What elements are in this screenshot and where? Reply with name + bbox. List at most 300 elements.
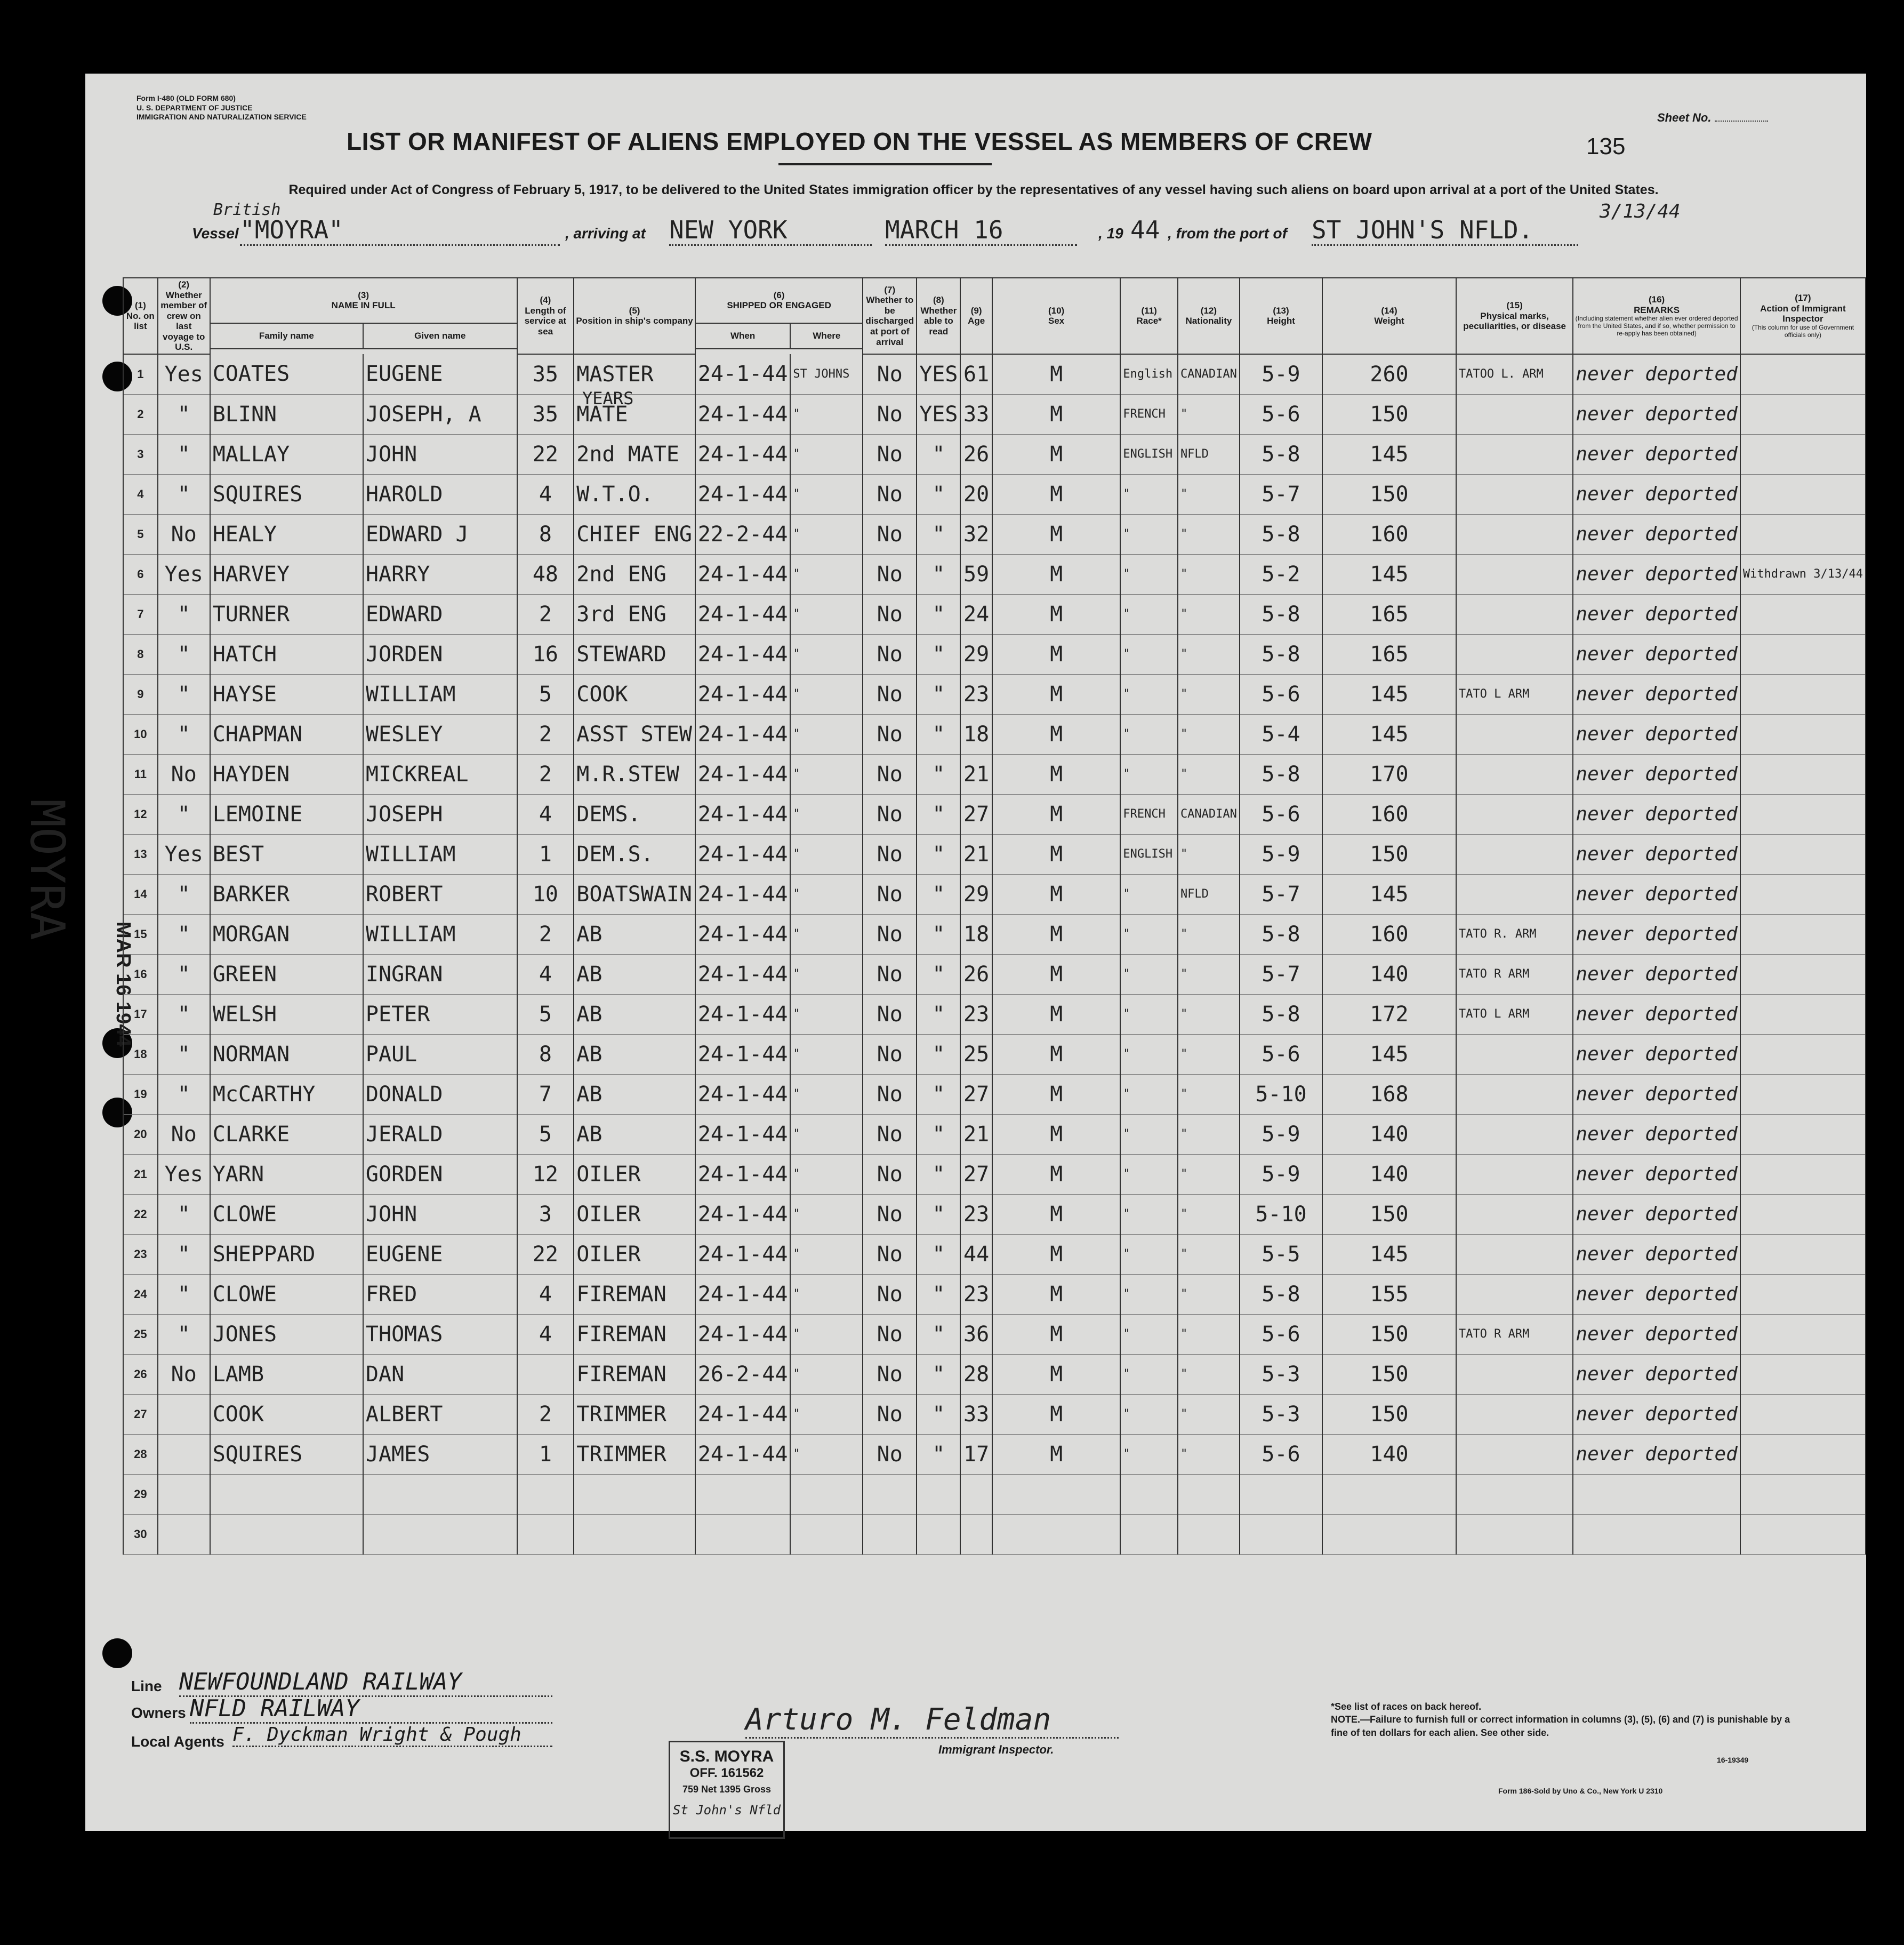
cell-read: " (917, 554, 960, 594)
table-row (123, 794, 1866, 834)
cell-remarks: never deported (1573, 754, 1740, 794)
cell-height: 5-2 (1240, 554, 1322, 594)
cell-remarks: never deported (1573, 1234, 1740, 1274)
cell-service: 22 (517, 1234, 574, 1274)
margin-date-stamp: MAR 16 1944 (112, 922, 134, 1047)
cell-marks (1456, 1474, 1573, 1514)
cell-sex: M (992, 914, 1121, 954)
cell-discharged: No (863, 834, 917, 874)
cell-where: " (790, 914, 863, 954)
col-3-header: (3) NAME IN FULL (210, 278, 517, 323)
cell-sex: M (992, 714, 1121, 754)
cell-discharged: No (863, 394, 917, 434)
cell-when (695, 1474, 791, 1514)
cell-service: 35 (517, 354, 574, 395)
cell-read: " (917, 434, 960, 474)
cell-given: MICKREAL (363, 754, 517, 794)
cell-age (960, 1474, 992, 1514)
cell-race: " (1120, 1274, 1178, 1314)
cell-prev: " (158, 634, 210, 674)
cell-race: " (1120, 514, 1178, 554)
cell-discharged: No (863, 714, 917, 754)
cell-no: 17 (123, 994, 158, 1034)
cell-position: MASTER (574, 354, 695, 395)
cell-no: 21 (123, 1154, 158, 1194)
cell-marks: TATO R ARM (1456, 954, 1573, 994)
cell-no: 8 (123, 634, 158, 674)
form-number: Form I-480 (OLD FORM 680) (136, 94, 236, 102)
cell-age: 59 (960, 554, 992, 594)
cell-height: 5-10 (1240, 1194, 1322, 1234)
cell-nationality: " (1178, 1274, 1240, 1314)
cell-service: 4 (517, 1314, 574, 1354)
cell-remarks: never deported (1573, 674, 1740, 714)
cell-marks: TATO R ARM (1456, 1314, 1573, 1354)
cell-height: 5-8 (1240, 994, 1322, 1034)
col-6-header: (6) SHIPPED OR ENGAGED (695, 278, 863, 323)
cell-discharged: No (863, 634, 917, 674)
margin-vessel-name: MOYRA (20, 799, 75, 940)
cell-position: AB (574, 914, 695, 954)
cell-where: " (790, 994, 863, 1034)
cell-discharged (863, 1514, 917, 1554)
cell-when (695, 1514, 791, 1554)
cell-given: JOSEPH, A (363, 394, 517, 434)
cell-given: EUGENE (363, 354, 517, 395)
cell-read: " (917, 1274, 960, 1314)
cell-prev: " (158, 1074, 210, 1114)
table-row (123, 994, 1866, 1034)
col-9-header: (9) Age (960, 278, 992, 354)
cell-marks (1456, 1434, 1573, 1474)
cell-nationality: " (1178, 554, 1240, 594)
cell-when: 24-1-44 (695, 994, 791, 1034)
crew-rows (123, 354, 1866, 1555)
cell-height: 5-8 (1240, 914, 1322, 954)
cell-discharged: No (863, 1154, 917, 1194)
cell-weight: 140 (1322, 1154, 1456, 1194)
cell-age: 27 (960, 1074, 992, 1114)
col-17-header: (17) Action of Immigrant Inspector (This column for use of Government officials only) (1740, 278, 1866, 354)
cell-when: 24-1-44 (695, 1194, 791, 1234)
cell-when: 24-1-44 (695, 1314, 791, 1354)
cell-position: 2nd MATE (574, 434, 695, 474)
cell-marks (1456, 594, 1573, 634)
cell-family: JONES (210, 1314, 363, 1354)
cell-nationality: " (1178, 954, 1240, 994)
cell-remarks: never deported (1573, 634, 1740, 674)
cell-discharged: No (863, 1274, 917, 1314)
cell-discharged: No (863, 754, 917, 794)
cell-height: 5-9 (1240, 1154, 1322, 1194)
cell-remarks: never deported (1573, 594, 1740, 634)
cell-nationality: " (1178, 1354, 1240, 1394)
cell-given: WILLIAM (363, 914, 517, 954)
when-header: When (695, 323, 791, 349)
cell-remarks: never deported (1573, 1074, 1740, 1114)
cell-read: " (917, 1114, 960, 1154)
cell-nationality: " (1178, 394, 1240, 434)
cell-sex: M (992, 1234, 1121, 1274)
cell-no: 10 (123, 714, 158, 754)
cell-service: 1 (517, 834, 574, 874)
col-14-header: (14) Weight (1322, 278, 1456, 354)
line-label: Line (131, 1678, 162, 1694)
cell-sex (992, 1514, 1121, 1554)
form-header-block (136, 94, 307, 122)
cell-no: 13 (123, 834, 158, 874)
cell-service (517, 1474, 574, 1514)
cell-race: " (1120, 1034, 1178, 1074)
cell-nationality: " (1178, 674, 1240, 714)
line-value: NEWFOUNDLAND RAILWAY (179, 1668, 552, 1697)
cell-race: " (1120, 1234, 1178, 1274)
cell-marks: TATO L ARM (1456, 674, 1573, 714)
cell-marks (1456, 754, 1573, 794)
cell-remarks: never deported (1573, 554, 1740, 594)
cell-weight: 140 (1322, 1434, 1456, 1474)
cell-position: COOK (574, 674, 695, 714)
cell-service: 5 (517, 994, 574, 1034)
cell-no: 26 (123, 1354, 158, 1394)
cell-given: THOMAS (363, 1314, 517, 1354)
cell-where: " (790, 794, 863, 834)
cell-family: BLINN (210, 394, 363, 434)
table-row (123, 874, 1866, 914)
cell-no: 9 (123, 674, 158, 714)
cell-action (1740, 1434, 1866, 1474)
cell-prev: Yes (158, 554, 210, 594)
cell-marks (1456, 1394, 1573, 1434)
cell-race: " (1120, 1074, 1178, 1114)
cell-where: " (790, 514, 863, 554)
cell-position: MATE (574, 394, 695, 434)
cell-height: 5-6 (1240, 1034, 1322, 1074)
arrival-year: 44 (1130, 215, 1160, 244)
cell-height: 5-6 (1240, 674, 1322, 714)
cell-discharged: No (863, 594, 917, 634)
cell-position: AB (574, 954, 695, 994)
cell-remarks: never deported (1573, 1394, 1740, 1434)
cell-read: " (917, 1234, 960, 1274)
cell-weight: 160 (1322, 794, 1456, 834)
cell-nationality: " (1178, 634, 1240, 674)
cell-family: TURNER (210, 594, 363, 634)
cell-given: HAROLD (363, 474, 517, 514)
cell-no: 14 (123, 874, 158, 914)
cell-service: 2 (517, 1394, 574, 1434)
cell-sex: M (992, 1114, 1121, 1154)
cell-sex: M (992, 794, 1121, 834)
cell-given: EUGENE (363, 1234, 517, 1274)
cell-nationality: " (1178, 1234, 1240, 1274)
cell-when: 24-1-44 (695, 594, 791, 634)
note-races: *See list of races on back hereof. (1331, 1701, 1482, 1712)
cell-weight: 140 (1322, 1114, 1456, 1154)
cell-sex: M (992, 1314, 1121, 1354)
cell-service: 16 (517, 634, 574, 674)
cell-position: W.T.O. (574, 474, 695, 514)
cell-read: " (917, 634, 960, 674)
cell-where: " (790, 1314, 863, 1354)
cell-marks (1456, 514, 1573, 554)
arriving-at: NEW YORK (669, 215, 872, 246)
cell-position: FIREMAN (574, 1354, 695, 1394)
cell-height (1240, 1474, 1322, 1514)
table-row (123, 1154, 1866, 1194)
cell-action (1740, 914, 1866, 954)
cell-position: OILER (574, 1234, 695, 1274)
cell-position: AB (574, 994, 695, 1034)
cell-marks: TATO L ARM (1456, 994, 1573, 1034)
cell-sex: M (992, 994, 1121, 1034)
cell-when: 24-1-44 (695, 834, 791, 874)
cell-race: " (1120, 1394, 1178, 1434)
cell-weight: 165 (1322, 634, 1456, 674)
cell-read: " (917, 674, 960, 714)
col-5-header: (5) Position in ship's company (574, 278, 695, 354)
cell-age: 61 (960, 354, 992, 395)
cell-action (1740, 794, 1866, 834)
cell-age: 29 (960, 874, 992, 914)
cell-nationality: " (1178, 834, 1240, 874)
cell-given: HARRY (363, 554, 517, 594)
cell-given (363, 1514, 517, 1554)
cell-service: 4 (517, 954, 574, 994)
cell-weight: 140 (1322, 954, 1456, 994)
cell-given: FRED (363, 1274, 517, 1314)
cell-service: 4 (517, 794, 574, 834)
cell-no: 5 (123, 514, 158, 554)
cell-remarks: never deported (1573, 1194, 1740, 1234)
cell-height: 5-4 (1240, 714, 1322, 754)
cell-read: " (917, 994, 960, 1034)
cell-read: " (917, 914, 960, 954)
cell-nationality (1178, 1514, 1240, 1554)
col-13-header: (13) Height (1240, 278, 1322, 354)
cell-race: " (1120, 674, 1178, 714)
cell-race: ENGLISH (1120, 434, 1178, 474)
agents-label: Local Agents (131, 1733, 224, 1750)
cell-when: 24-1-44 (695, 1234, 791, 1274)
cell-no: 25 (123, 1314, 158, 1354)
cell-age (960, 1514, 992, 1554)
cell-action (1740, 1034, 1866, 1074)
cell-given: GORDEN (363, 1154, 517, 1194)
cell-given: JERALD (363, 1114, 517, 1154)
title-rule (778, 163, 992, 165)
cell-marks (1456, 1034, 1573, 1074)
cell-sex: M (992, 1354, 1121, 1394)
cell-remarks: never deported (1573, 434, 1740, 474)
cell-family: CLARKE (210, 1114, 363, 1154)
cell-family: HARVEY (210, 554, 363, 594)
cell-age: 23 (960, 994, 992, 1034)
cell-action (1740, 1114, 1866, 1154)
family-name-header: Family name (210, 323, 363, 349)
cell-read: " (917, 1194, 960, 1234)
cell-race (1120, 1514, 1178, 1554)
cell-given: EDWARD (363, 594, 517, 634)
cell-family: CHAPMAN (210, 714, 363, 754)
cell-remarks: never deported (1573, 794, 1740, 834)
cell-nationality: " (1178, 1194, 1240, 1234)
cell-marks (1456, 1234, 1573, 1274)
cell-age: 18 (960, 914, 992, 954)
cell-race: " (1120, 1354, 1178, 1394)
cell-when: 24-1-44 (695, 714, 791, 754)
cell-action (1740, 994, 1866, 1034)
cell-height: 5-6 (1240, 1434, 1322, 1474)
cell-remarks: never deported (1573, 1434, 1740, 1474)
cell-remarks: never deported (1573, 1314, 1740, 1354)
cell-remarks: never deported (1573, 874, 1740, 914)
cell-where: " (790, 874, 863, 914)
col-15-header: (15) Physical marks, peculiarities, or disease (1456, 278, 1573, 354)
cell-prev (158, 1434, 210, 1474)
cell-given: INGRAN (363, 954, 517, 994)
subtitle: Required under Act of Congress of February 5, 1917, to be delivered to the United States immigration officer by the representatives of any vessel having such aliens on board upon arrival at a port of the United States. (288, 182, 1659, 197)
cell-race: " (1120, 754, 1178, 794)
cell-marks (1456, 834, 1573, 874)
cell-age: 36 (960, 1314, 992, 1354)
cell-prev: No (158, 1114, 210, 1154)
cell-height: 5-3 (1240, 1354, 1322, 1394)
cell-discharged: No (863, 994, 917, 1034)
cell-nationality: " (1178, 1034, 1240, 1074)
cell-sex: M (992, 874, 1121, 914)
inspector-signature: Arturo M. Feldman (745, 1702, 1119, 1739)
col-16-header: (16) REMARKS (Including statement whether alien ever ordered deported from the United States, and if so, whether permission to re-apply has been obtained) (1573, 278, 1740, 354)
cell-marks (1456, 634, 1573, 674)
cell-family: SQUIRES (210, 474, 363, 514)
cell-remarks: never deported (1573, 1354, 1740, 1394)
cell-position: AB (574, 1074, 695, 1114)
cell-position: ASST STEW (574, 714, 695, 754)
cell-weight: 172 (1322, 994, 1456, 1034)
cell-prev: Yes (158, 834, 210, 874)
cell-prev: No (158, 514, 210, 554)
cell-age: 26 (960, 434, 992, 474)
cell-age: 28 (960, 1354, 992, 1394)
cell-family: MALLAY (210, 434, 363, 474)
cell-family: HAYSE (210, 674, 363, 714)
cell-action (1740, 754, 1866, 794)
cell-action (1740, 1314, 1866, 1354)
cell-family: YARN (210, 1154, 363, 1194)
cell-race: " (1120, 874, 1178, 914)
cell-marks (1456, 1074, 1573, 1114)
cell-sex: M (992, 1154, 1121, 1194)
cell-remarks: never deported (1573, 394, 1740, 434)
table-row (123, 674, 1866, 714)
page-number: 135 (1586, 133, 1626, 159)
cell-no: 22 (123, 1194, 158, 1234)
cell-action (1740, 634, 1866, 674)
cell-when: 24-1-44 (695, 954, 791, 994)
cell-read: " (917, 1354, 960, 1394)
cell-prev: No (158, 754, 210, 794)
cell-read: " (917, 874, 960, 914)
cell-weight: 150 (1322, 1314, 1456, 1354)
cell-action: Withdrawn 3/13/44 (1740, 554, 1866, 594)
cell-prev: No (158, 1354, 210, 1394)
form-code: 16-19349 (1717, 1756, 1749, 1764)
cell-nationality: " (1178, 994, 1240, 1034)
cell-service: 7 (517, 1074, 574, 1114)
cell-prev: Yes (158, 354, 210, 395)
cell-weight: 155 (1322, 1274, 1456, 1314)
cell-no: 23 (123, 1234, 158, 1274)
cell-remarks: never deported (1573, 354, 1740, 395)
cell-service: 5 (517, 674, 574, 714)
cell-height: 5-6 (1240, 394, 1322, 434)
cell-discharged: No (863, 1034, 917, 1074)
cell-discharged: No (863, 1434, 917, 1474)
cell-weight: 145 (1322, 1234, 1456, 1274)
cell-marks (1456, 1194, 1573, 1234)
cell-given: DONALD (363, 1074, 517, 1114)
cell-nationality: CANADIAN (1178, 354, 1240, 395)
cell-service: 8 (517, 514, 574, 554)
table-row (123, 1514, 1866, 1554)
cell-when: 24-1-44 (695, 1034, 791, 1074)
cell-service (517, 1514, 574, 1554)
cell-prev: " (158, 1194, 210, 1234)
table-row (123, 1474, 1866, 1514)
cell-race: " (1120, 594, 1178, 634)
cell-where: " (790, 954, 863, 994)
cell-height: 5-8 (1240, 754, 1322, 794)
cell-discharged: No (863, 434, 917, 474)
cell-where (790, 1474, 863, 1514)
cell-sex: M (992, 834, 1121, 874)
cell-nationality: " (1178, 1434, 1240, 1474)
cell-nationality: " (1178, 714, 1240, 754)
cell-when: 24-1-44 (695, 874, 791, 914)
cell-age: 23 (960, 1194, 992, 1234)
table-row (123, 1194, 1866, 1234)
vessel-stamp: S.S. MOYRA OFF. 161562 759 Net 1395 Gross St John's Nfld (669, 1741, 785, 1839)
cell-given: PETER (363, 994, 517, 1034)
cell-where: " (790, 1234, 863, 1274)
cell-read: " (917, 1314, 960, 1354)
cell-no: 2 (123, 394, 158, 434)
table-row (123, 1434, 1866, 1474)
cell-nationality: " (1178, 1074, 1240, 1114)
cell-read: YES (917, 394, 960, 434)
cell-action (1740, 434, 1866, 474)
cell-when: 24-1-44 (695, 434, 791, 474)
cell-when: 24-1-44 (695, 394, 791, 434)
vessel-name: "MOYRA" (240, 215, 560, 246)
cell-position (574, 1514, 695, 1554)
cell-given: EDWARD J (363, 514, 517, 554)
cell-action (1740, 1394, 1866, 1434)
cell-height: 5-7 (1240, 954, 1322, 994)
cell-age: 21 (960, 834, 992, 874)
cell-when: 24-1-44 (695, 474, 791, 514)
cell-family: HEALY (210, 514, 363, 554)
table-row (123, 1234, 1866, 1274)
cell-when: 24-1-44 (695, 674, 791, 714)
cell-no: 29 (123, 1474, 158, 1514)
table-row (123, 1274, 1866, 1314)
cell-no: 18 (123, 1034, 158, 1074)
cell-read: YES (917, 354, 960, 395)
col-7-header: (7) Whether to be discharged at port of arrival (863, 278, 917, 354)
col-1-header: (1) No. on list (123, 278, 158, 354)
